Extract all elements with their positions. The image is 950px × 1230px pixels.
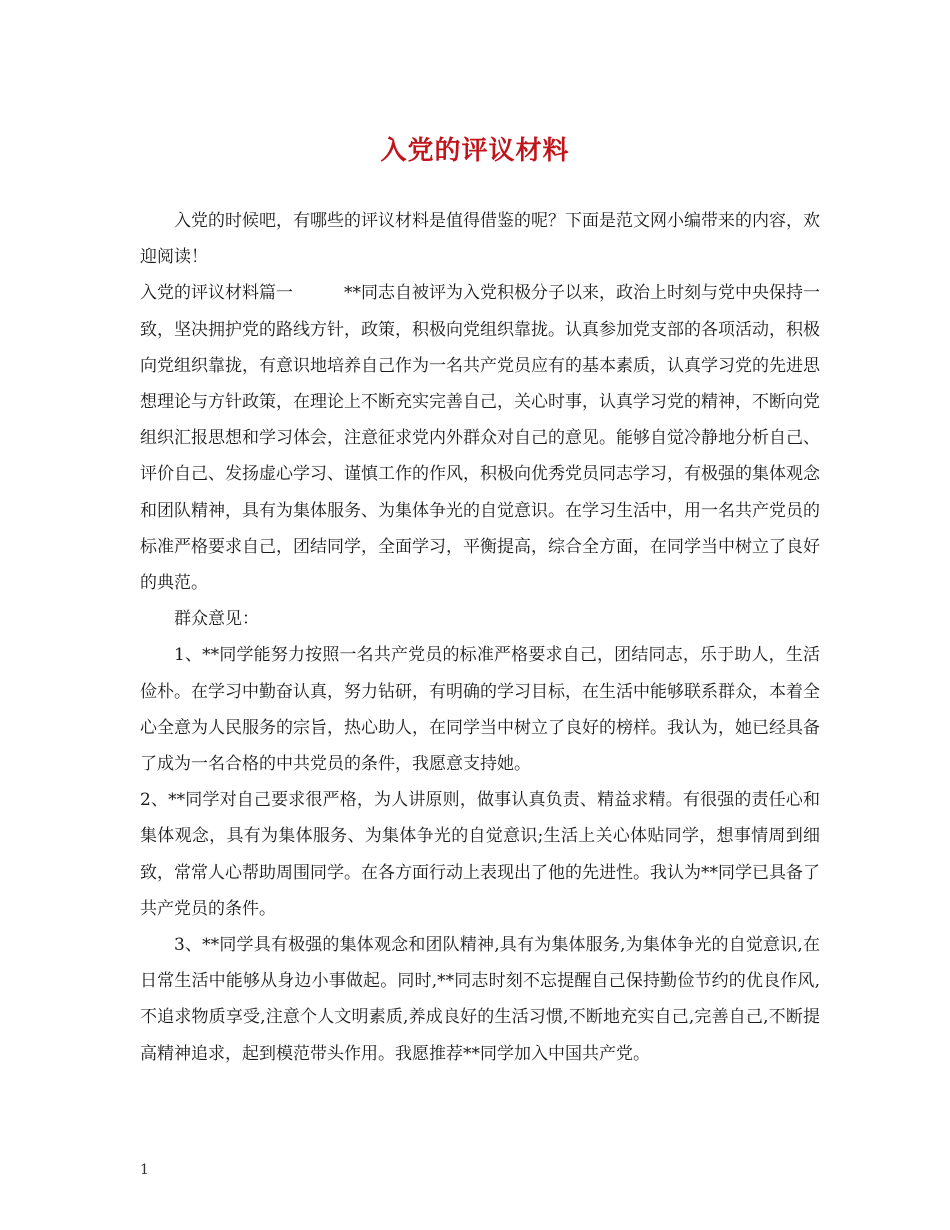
document-title: 入党的评议材料 [380,136,570,166]
page-number: 1 [140,1162,149,1178]
document-body [140,203,820,1072]
paragraph-opinion-1: 1、**同学能努力按照一名共产党员的标准严格要求自己，团结同志，乐于助人，生活俭朴。在学习中勤奋认真，努力钻研，有明确的学习目标，在生活中能够联系群众，本着全心全意为人民服务的宗旨，热心助人，在同学当中树立了良好的榜样。我认为，她已经具备了成为一名合格的中共党员的条件，我愿意支持她。 [140,645,820,775]
paragraph-opinion-2: 2、**同学对自己要求很严格，为人讲原则，做事认真负责、精益求精。有很强的责任心和集体观念，具有为集体服务、为集体争光的自觉意识;生活上关心体贴同学，想事情周到细致，常常人心帮助周围同学。在各方面行动上表现出了他的先进性。我认为**同学已具备了共产党员的条件。 [140,790,820,919]
paragraph-intro: 入党的时候吧，有哪些的评议材料是值得借鉴的呢？下面是范文网小编带来的内容，欢迎阅读！ [140,211,820,268]
paragraph-opinion-heading: 群众意见： [174,609,259,630]
paragraph-section-one: 入党的评议材料篇一 **同志自被评为入党积极分子以来，政治上时刻与党中央保持一致，坚决拥护党的路线方针，政策，积极向党组织靠拢。认真参加党支部的各项活动，积极向党组织靠拢，有意识地培养自己作为一名共产党员应有的基本素质，认真学习党的先进思想理论与方针政策，在理论上不断充实完善自己，关心时事，认真学习党的精神，不断向党组织汇报思想和学习体会，注意征求党内外群众对自己的意见。能够自觉冷静地分析自己、评价自己、发扬虚心学习、谨慎工作的作风，积极向优秀党员同志学习，有极强的集体观念和团队精神，具有为集体服务、为集体争光的自觉意识。在学习生活中，用一名共产党员的标准严格要求自己，团结同学，全面学习，平衡提高，综合全方面，在同学当中树立了良好的典范。 [140,283,820,594]
paragraph-opinion-3: 3、**同学具有极强的集体观念和团队精神,具有为集体服务,为集体争光的自觉意识,在日常生活中能够从身边小事做起。同时,**同志时刻不忘提醒自己保持勤俭节约的优良作风,不追求物质享受,注意个人文明素质,养成良好的生活习惯,不断地充实自己,完善自己,不断提高精神追求，起到模范带头作用。我愿推荐**同学加入中国共产党。 [140,935,820,1064]
